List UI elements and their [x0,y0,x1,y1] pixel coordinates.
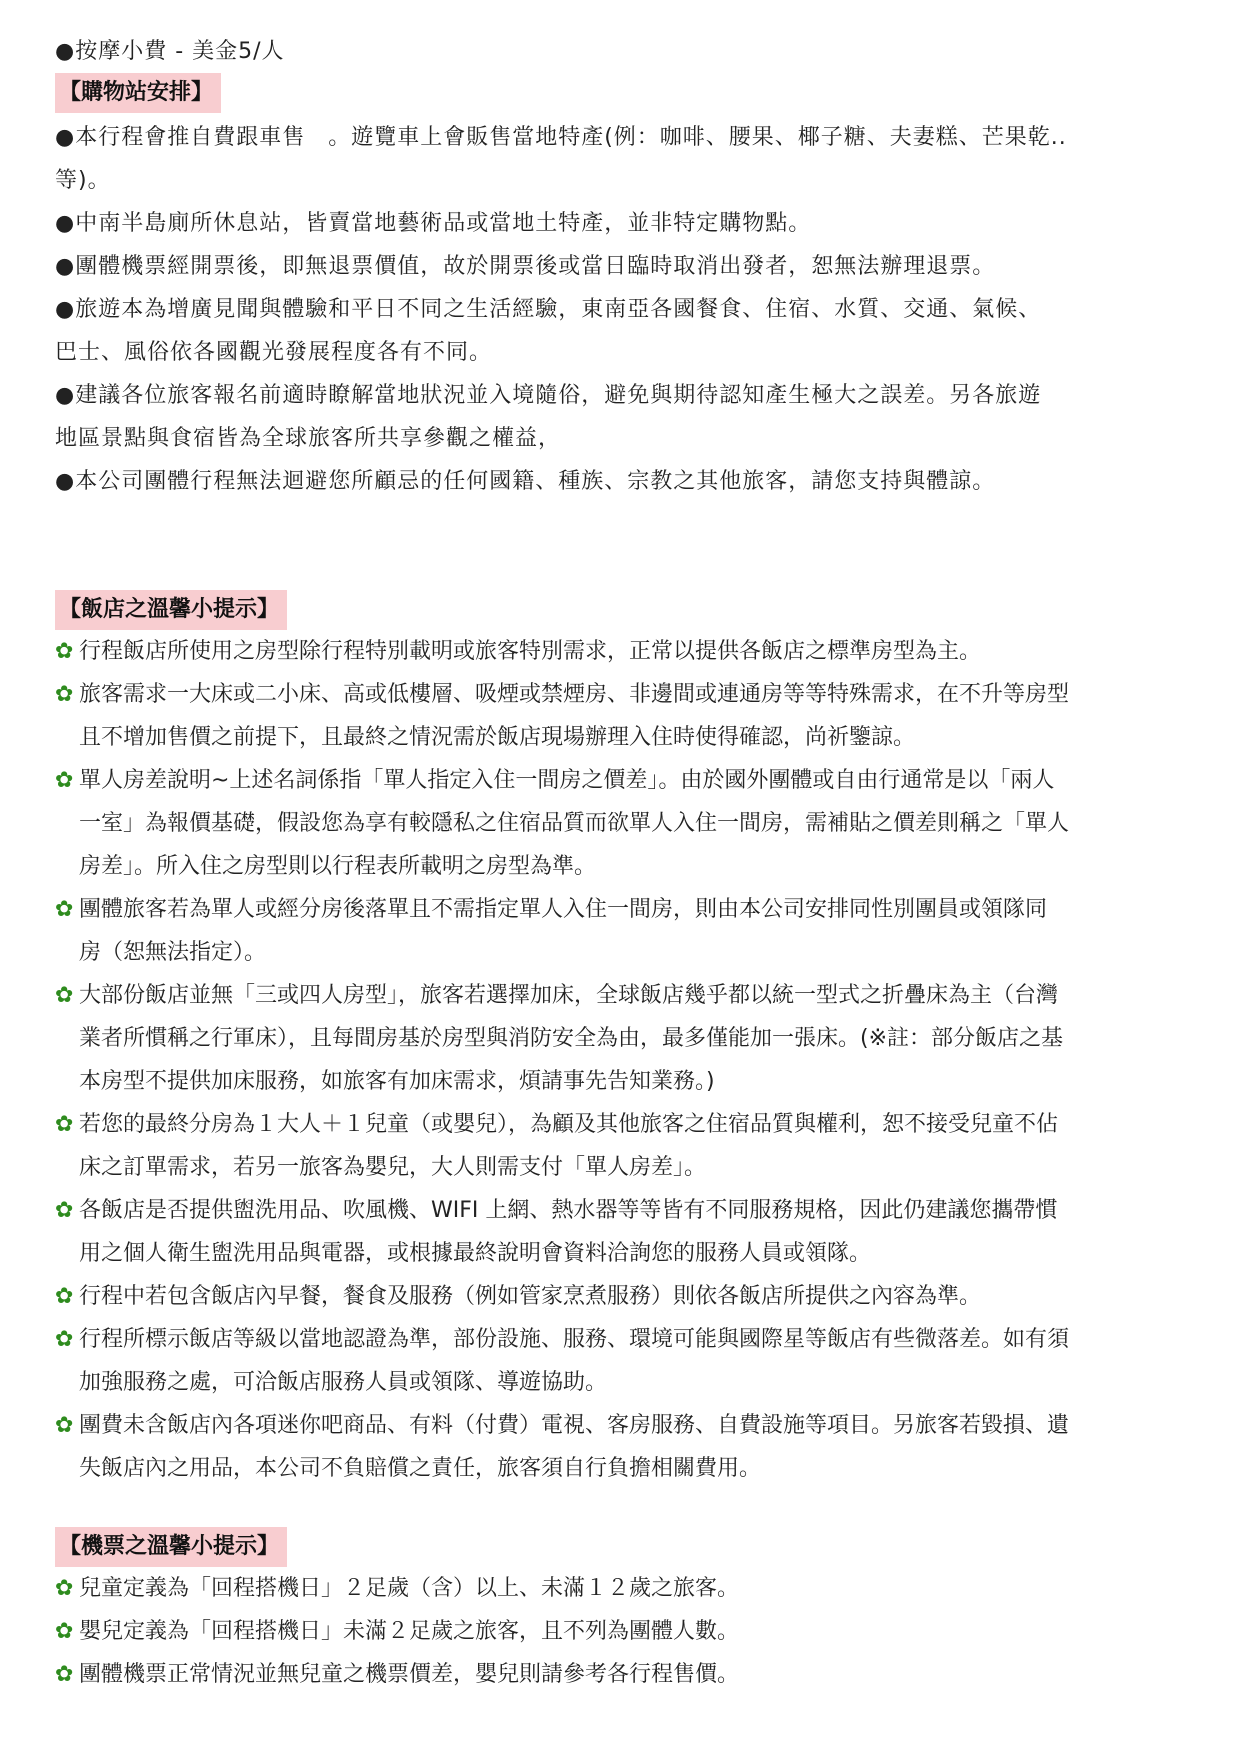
flower-bullet-icon: ✿ [55,1413,74,1438]
shopping-line: ●本公司團體行程無法迴避您所顧忌的任何國籍、種族、宗教之其他旅客，請您支持與體諒。 [55,469,996,494]
flower-bullet-icon: ✿ [55,1284,74,1309]
flower-bullet-icon: ✿ [55,1576,74,1601]
shopping-line: ●中南半島廁所休息站，皆賣當地藝術品或當地土特產，並非特定購物點。 [55,211,812,236]
shopping-line: ●團體機票經開票後，即無退票價值，故於開票後或當日臨時取消出發者，恕無法辦理退票。 [55,254,996,279]
flower-bullet-icon: ✿ [55,639,74,664]
shopping-heading: 【購物站安排】 [55,73,221,113]
list-item: ✿ 團體旅客若為單人或經分房後落單且不需指定單人入住一間房，則由本公司安排同性別團員或領隊同 房（恕無法指定）。 [55,888,1190,974]
list-item: ✿ 各飯店是否提供盥洗用品、吹風機、WIFI 上網、熱水器等等皆有不同服務規格，因此仍建議您攜帶慣 用之個人衛生盥洗用品與電器，或根據最終說明會資料洽詢您的服務人員或領隊。 [55,1189,1190,1275]
ticket-section [55,1527,1190,1567]
shopping-line: ●本行程會推自費跟車售 。遊覽車上會販售當地特產(例：咖啡、腰果、椰子糖、夫妻糕、芒果乾.. [55,125,1067,150]
list-item: ✿ 行程飯店所使用之房型除行程特別載明或旅客特別需求，正常以提供各飯店之標準房型為主。 [55,630,1190,673]
list-item: ✿ 若您的最終分房為１大人＋１兒童（或嬰兒），為顧及其他旅客之住宿品質與權利，恕不接受兒童不佔 床之訂單需求，若另一旅客為嬰兒，大人則需支付「單人房差」。 [55,1103,1190,1189]
hotel-heading: 【飯店之溫馨小提示】 [55,590,287,630]
list-item: ✿ 兒童定義為「回程搭機日」２足歲（含）以上、未滿１２歲之旅客。 [55,1567,1190,1610]
list-item: ✿ 大部份飯店並無「三或四人房型」，旅客若選擇加床，全球飯店幾乎都以統一型式之折疊床為主（台灣 業者所慣稱之行軍床），且每間房基於房型與消防安全為由，最多僅能加一張床。(※註：部分飯店之基 本房型不提供加床服務，如旅客有加床需求，煩請事先告知業務。) [55,974,1190,1103]
list-item: ✿ 團費未含飯店內各項迷你吧商品、有料（付費）電視、客房服務、自費設施等項目。另旅客若毀損、遺 失飯店內之用品，本公司不負賠償之責任，旅客須自行負擔相關費用。 [55,1404,1190,1490]
list-item: ✿ 單人房差說明~上述名詞係指「單人指定入住一間房之價差」。由於國外團體或自由行通常是以「兩人 一室」為報價基礎，假設您為享有較隱私之住宿品質而欲單人入住一間房，需補貼之價差則稱之「單人 房差」。所入住之房型則以行程表所載明之房型為準。 [55,759,1190,888]
flower-bullet-icon: ✿ [55,897,74,922]
flower-bullet-icon: ✿ [55,1198,74,1223]
flower-bullet-icon: ✿ [55,682,74,707]
shopping-line: 地區景點與食宿皆為全球旅客所共享參觀之權益， [55,426,562,451]
hotel-section [55,590,1190,630]
flower-bullet-icon: ✿ [55,1112,74,1137]
shopping-line: 巴士、風俗依各國觀光發展程度各有不同。 [55,340,493,365]
shopping-section [55,73,1190,113]
shopping-lines [55,116,1190,503]
flower-bullet-icon: ✿ [55,1619,74,1644]
shopping-line: ●旅遊本為增廣見聞與體驗和平日不同之生活經驗，東南亞各國餐食、住宿、水質、交通、氣候、 [55,297,1042,322]
hotel-tips-list [55,630,1190,1490]
list-item: ✿ 行程所標示飯店等級以當地認證為準，部份設施、服務、環境可能與國際星等飯店有些微落差。如有須 加強服務之處，可洽飯店服務人員或領隊、導遊協助。 [55,1318,1190,1404]
flower-bullet-icon: ✿ [55,1662,74,1687]
ticket-heading: 【機票之溫馨小提示】 [55,1527,287,1567]
flower-bullet-icon: ✿ [55,983,74,1008]
flower-bullet-icon: ✿ [55,1327,74,1352]
shopping-line: ●建議各位旅客報名前適時瞭解當地狀況並入境隨俗，避免與期待認知產生極大之誤差。另各旅遊 [55,383,1042,408]
list-item: ✿ 團體機票正常情況並無兒童之機票價差，嬰兒則請參考各行程售價。 [55,1653,1190,1696]
flower-bullet-icon: ✿ [55,768,74,793]
list-item: ✿ 行程中若包含飯店內早餐，餐食及服務（例如管家烹煮服務）則依各飯店所提供之內容為準。 [55,1275,1190,1318]
shopping-line: 等)。 [55,168,111,193]
list-item: ✿ 嬰兒定義為「回程搭機日」未滿２足歲之旅客，且不列為團體人數。 [55,1610,1190,1653]
list-item: ✿ 旅客需求一大床或二小床、高或低樓層、吸煙或禁煙房、非邊間或連通房等等特殊需求，在不升等房型 且不增加售價之前提下，且最終之情況需於飯店現場辦理入住時使得確認，尚祈鑒諒。 [55,673,1190,759]
ticket-tips-list [55,1567,1190,1696]
massage-tip-note: ●按摩小費 - 美金5/人 [55,39,285,64]
